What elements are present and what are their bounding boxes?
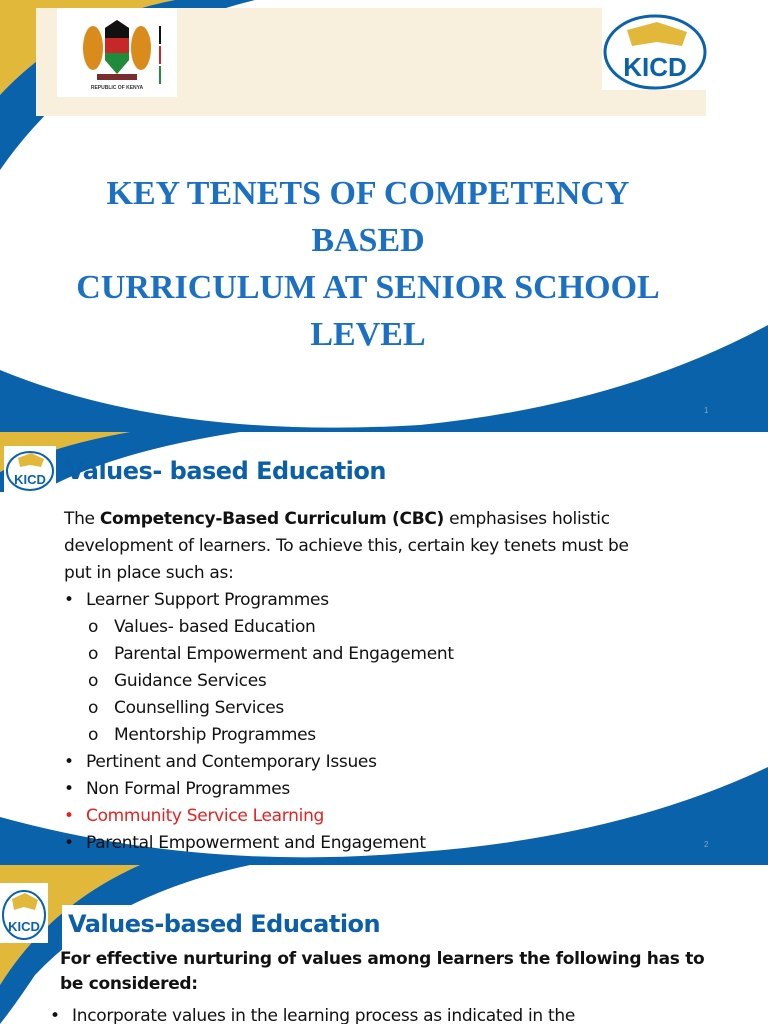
page-number: 1 bbox=[704, 406, 709, 415]
title-line: LEVEL bbox=[310, 316, 426, 353]
slide-2 bbox=[0, 432, 768, 865]
list-item: o Parental Empowerment and Engagement bbox=[64, 641, 629, 668]
list-item: • Pertinent and Contemporary Issues bbox=[64, 749, 629, 776]
kicd-logo-text: KICD bbox=[14, 472, 46, 487]
kicd-logo bbox=[0, 883, 48, 943]
title-line: BASED bbox=[311, 222, 425, 259]
list-item: • Non Formal Programmes bbox=[64, 776, 629, 803]
slide-3-title: Values-based Education bbox=[68, 910, 381, 938]
kicd-logo bbox=[4, 446, 56, 492]
slide-3-lead bbox=[60, 947, 704, 997]
slide-1-title bbox=[40, 170, 696, 358]
list-item: • Learner Support Programmes bbox=[64, 587, 629, 614]
lead-line: be considered: bbox=[60, 974, 198, 994]
emblem-caption: REPUBLIC OF KENYA bbox=[90, 85, 144, 91]
list-item: o Guidance Services bbox=[64, 668, 629, 695]
kicd-logo bbox=[602, 8, 708, 90]
kicd-logo-text: KICD bbox=[623, 52, 687, 82]
list-item: o Counselling Services bbox=[64, 695, 629, 722]
list-item: o Mentorship Programmes bbox=[64, 722, 629, 749]
lead-line: For effective nurturing of values among learners the following has to bbox=[60, 949, 705, 969]
kenya-coat-of-arms bbox=[57, 8, 177, 97]
list-item-highlighted: • Community Service Learning bbox=[64, 803, 629, 830]
list-item: • Parental Empowerment and Engagement bbox=[64, 830, 629, 857]
slide-3 bbox=[0, 865, 768, 1024]
page-number: 2 bbox=[704, 840, 709, 849]
slide-2-body: The Competency-Based Curriculum (CBC) emphasises holistic development of learners. To achieve this, certain key tenets must be put in place such as: • Learner Support Programmes o Values- based Education o Parental Empowerment and Engagement o Guidance Services o Counselling Services o Mentorship Programmes • Pertinent and Contemporary Issues • Non Formal Programmes • Community Service Learning • Parental Empowerment and Engagement bbox=[64, 506, 629, 857]
slide-1 bbox=[0, 0, 768, 432]
slide-2-title: Values- based Education bbox=[66, 457, 386, 485]
kicd-logo-text: KICD bbox=[8, 919, 40, 934]
list-item: o Values- based Education bbox=[64, 614, 629, 641]
intro-line: development of learners. To achieve this, certain key tenets must be bbox=[64, 536, 629, 556]
intro-line: put in place such as: bbox=[64, 563, 234, 583]
list-item: • Incorporate values in the learning process as indicated in the bbox=[50, 1003, 768, 1024]
title-line: KEY TENETS OF COMPETENCY bbox=[106, 175, 630, 212]
title-line: CURRICULUM AT SENIOR SCHOOL bbox=[76, 269, 660, 306]
